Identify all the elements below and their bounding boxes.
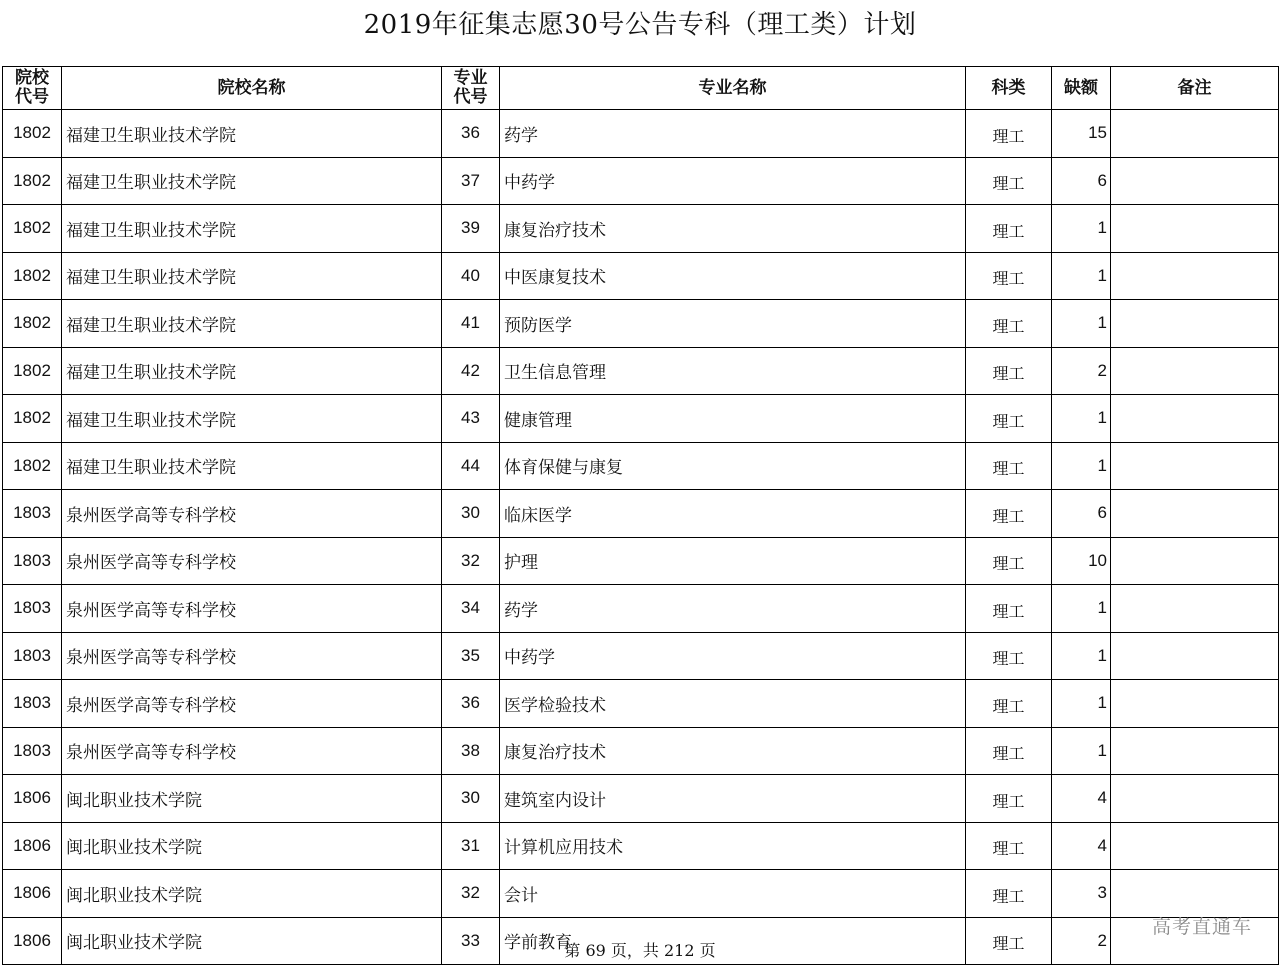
quota-cell: 2 (1052, 917, 1111, 965)
table-row (3, 632, 1279, 680)
quota-cell: 4 (1052, 775, 1111, 823)
quota-cell: 4 (1052, 822, 1111, 870)
quota-cell: 3 (1052, 870, 1111, 918)
quota-cell: 1 (1052, 205, 1111, 253)
note-cell (1111, 347, 1279, 395)
category-cell: 理工 (966, 490, 1052, 538)
category-cell: 理工 (966, 300, 1052, 348)
major-name-cell: 建筑室内设计 (500, 775, 966, 823)
school-code-cell: 1806 (3, 775, 62, 823)
major-name-cell: 计算机应用技术 (500, 822, 966, 870)
major-name-cell: 中药学 (500, 632, 966, 680)
school-name-cell: 闽北职业技术学院 (62, 917, 442, 965)
major-code-cell: 43 (442, 395, 500, 443)
school-code-cell: 1803 (3, 490, 62, 538)
school-name-cell: 福建卫生职业技术学院 (62, 442, 442, 490)
major-name-cell: 健康管理 (500, 395, 966, 443)
category-cell: 理工 (966, 917, 1052, 965)
category-cell: 理工 (966, 680, 1052, 728)
note-cell (1111, 585, 1279, 633)
note-cell (1111, 442, 1279, 490)
note-cell (1111, 490, 1279, 538)
quota-cell: 1 (1052, 632, 1111, 680)
school-code-cell: 1806 (3, 917, 62, 965)
category-cell: 理工 (966, 585, 1052, 633)
school-code-cell: 1806 (3, 822, 62, 870)
category-cell: 理工 (966, 537, 1052, 585)
table-row (3, 680, 1279, 728)
table-row (3, 537, 1279, 585)
school-name-cell: 闽北职业技术学院 (62, 775, 442, 823)
school-name-cell: 泉州医学高等专科学校 (62, 585, 442, 633)
school-name-cell: 福建卫生职业技术学院 (62, 205, 442, 253)
major-code-cell: 39 (442, 205, 500, 253)
category-cell: 理工 (966, 205, 1052, 253)
major-code-cell: 32 (442, 870, 500, 918)
major-name-cell: 中药学 (500, 157, 966, 205)
page-title: 2019年征集志愿30号公告专科（理工类）计划 (363, 10, 917, 40)
major-code-cell: 30 (442, 775, 500, 823)
quota-cell: 1 (1052, 585, 1111, 633)
note-cell (1111, 300, 1279, 348)
quota-cell: 6 (1052, 490, 1111, 538)
header-school-code: 院校 代号 (3, 67, 62, 110)
school-name-cell: 闽北职业技术学院 (62, 822, 442, 870)
school-name-cell: 福建卫生职业技术学院 (62, 300, 442, 348)
table-row (3, 775, 1279, 823)
note-cell (1111, 205, 1279, 253)
category-cell: 理工 (966, 347, 1052, 395)
note-cell (1111, 870, 1279, 918)
table-header-row (3, 67, 1279, 110)
note-cell (1111, 157, 1279, 205)
major-name-cell: 医学检验技术 (500, 680, 966, 728)
school-name-cell: 泉州医学高等专科学校 (62, 632, 442, 680)
category-cell: 理工 (966, 110, 1052, 158)
major-code-cell: 32 (442, 537, 500, 585)
note-cell (1111, 395, 1279, 443)
major-name-cell: 护理 (500, 537, 966, 585)
header-category: 科类 (966, 67, 1052, 110)
note-cell (1111, 252, 1279, 300)
header-school-name: 院校名称 (62, 67, 442, 110)
major-code-cell: 33 (442, 917, 500, 965)
school-name-cell: 福建卫生职业技术学院 (62, 110, 442, 158)
note-cell (1111, 632, 1279, 680)
category-cell: 理工 (966, 727, 1052, 775)
header-note: 备注 (1111, 67, 1279, 110)
major-code-cell: 36 (442, 680, 500, 728)
quota-cell: 10 (1052, 537, 1111, 585)
note-cell (1111, 775, 1279, 823)
note-cell (1111, 537, 1279, 585)
school-code-cell: 1803 (3, 585, 62, 633)
major-code-cell: 30 (442, 490, 500, 538)
school-code-cell: 1802 (3, 157, 62, 205)
table-row (3, 442, 1279, 490)
major-name-cell: 药学 (500, 585, 966, 633)
note-cell (1111, 110, 1279, 158)
school-code-cell: 1803 (3, 537, 62, 585)
major-name-cell: 体育保健与康复 (500, 442, 966, 490)
major-code-cell: 31 (442, 822, 500, 870)
quota-cell: 15 (1052, 110, 1111, 158)
major-code-cell: 35 (442, 632, 500, 680)
table-row (3, 490, 1279, 538)
quota-cell: 1 (1052, 727, 1111, 775)
school-name-cell: 福建卫生职业技术学院 (62, 347, 442, 395)
school-name-cell: 闽北职业技术学院 (62, 870, 442, 918)
school-code-cell: 1803 (3, 727, 62, 775)
table-row (3, 870, 1279, 918)
school-code-cell: 1802 (3, 205, 62, 253)
category-cell: 理工 (966, 870, 1052, 918)
major-code-cell: 42 (442, 347, 500, 395)
table-row (3, 585, 1279, 633)
major-name-cell: 中医康复技术 (500, 252, 966, 300)
note-cell (1111, 727, 1279, 775)
major-code-cell: 41 (442, 300, 500, 348)
school-code-cell: 1802 (3, 110, 62, 158)
table-row (3, 347, 1279, 395)
school-name-cell: 泉州医学高等专科学校 (62, 537, 442, 585)
quota-cell: 1 (1052, 300, 1111, 348)
major-name-cell: 康复治疗技术 (500, 205, 966, 253)
quota-cell: 1 (1052, 395, 1111, 443)
school-code-cell: 1802 (3, 395, 62, 443)
major-code-cell: 36 (442, 110, 500, 158)
category-cell: 理工 (966, 775, 1052, 823)
header-quota: 缺额 (1052, 67, 1111, 110)
school-code-cell: 1803 (3, 680, 62, 728)
page-number-footer: 第 69 页，共 212 页 (564, 941, 716, 960)
quota-cell: 2 (1052, 347, 1111, 395)
major-code-cell: 37 (442, 157, 500, 205)
major-name-cell: 康复治疗技术 (500, 727, 966, 775)
school-code-cell: 1802 (3, 347, 62, 395)
school-code-cell: 1806 (3, 870, 62, 918)
table-row (3, 157, 1279, 205)
category-cell: 理工 (966, 252, 1052, 300)
school-code-cell: 1802 (3, 300, 62, 348)
category-cell: 理工 (966, 442, 1052, 490)
header-major-name: 专业名称 (500, 67, 966, 110)
school-code-cell: 1802 (3, 252, 62, 300)
header-major-code: 专业 代号 (442, 67, 500, 110)
school-name-cell: 福建卫生职业技术学院 (62, 395, 442, 443)
table-row (3, 300, 1279, 348)
category-cell: 理工 (966, 822, 1052, 870)
major-name-cell: 药学 (500, 110, 966, 158)
category-cell: 理工 (966, 395, 1052, 443)
school-name-cell: 泉州医学高等专科学校 (62, 727, 442, 775)
school-name-cell: 福建卫生职业技术学院 (62, 157, 442, 205)
table-row (3, 395, 1279, 443)
note-cell (1111, 822, 1279, 870)
major-code-cell: 44 (442, 442, 500, 490)
enrollment-plan-table (2, 66, 1279, 965)
major-code-cell: 38 (442, 727, 500, 775)
quota-cell: 1 (1052, 442, 1111, 490)
watermark-text: 高考直通车 (1151, 916, 1252, 938)
table-row (3, 110, 1279, 158)
major-code-cell: 34 (442, 585, 500, 633)
note-cell (1111, 680, 1279, 728)
table-row (3, 252, 1279, 300)
major-name-cell: 预防医学 (500, 300, 966, 348)
quota-cell: 1 (1052, 252, 1111, 300)
table-row (3, 822, 1279, 870)
major-name-cell: 学前教育 (500, 917, 966, 965)
school-code-cell: 1802 (3, 442, 62, 490)
major-name-cell: 卫生信息管理 (500, 347, 966, 395)
table-row (3, 727, 1279, 775)
school-name-cell: 泉州医学高等专科学校 (62, 680, 442, 728)
school-code-cell: 1803 (3, 632, 62, 680)
school-name-cell: 泉州医学高等专科学校 (62, 490, 442, 538)
category-cell: 理工 (966, 632, 1052, 680)
table-row (3, 205, 1279, 253)
major-code-cell: 40 (442, 252, 500, 300)
quota-cell: 6 (1052, 157, 1111, 205)
major-name-cell: 会计 (500, 870, 966, 918)
major-name-cell: 临床医学 (500, 490, 966, 538)
category-cell: 理工 (966, 157, 1052, 205)
school-name-cell: 福建卫生职业技术学院 (62, 252, 442, 300)
quota-cell: 1 (1052, 680, 1111, 728)
